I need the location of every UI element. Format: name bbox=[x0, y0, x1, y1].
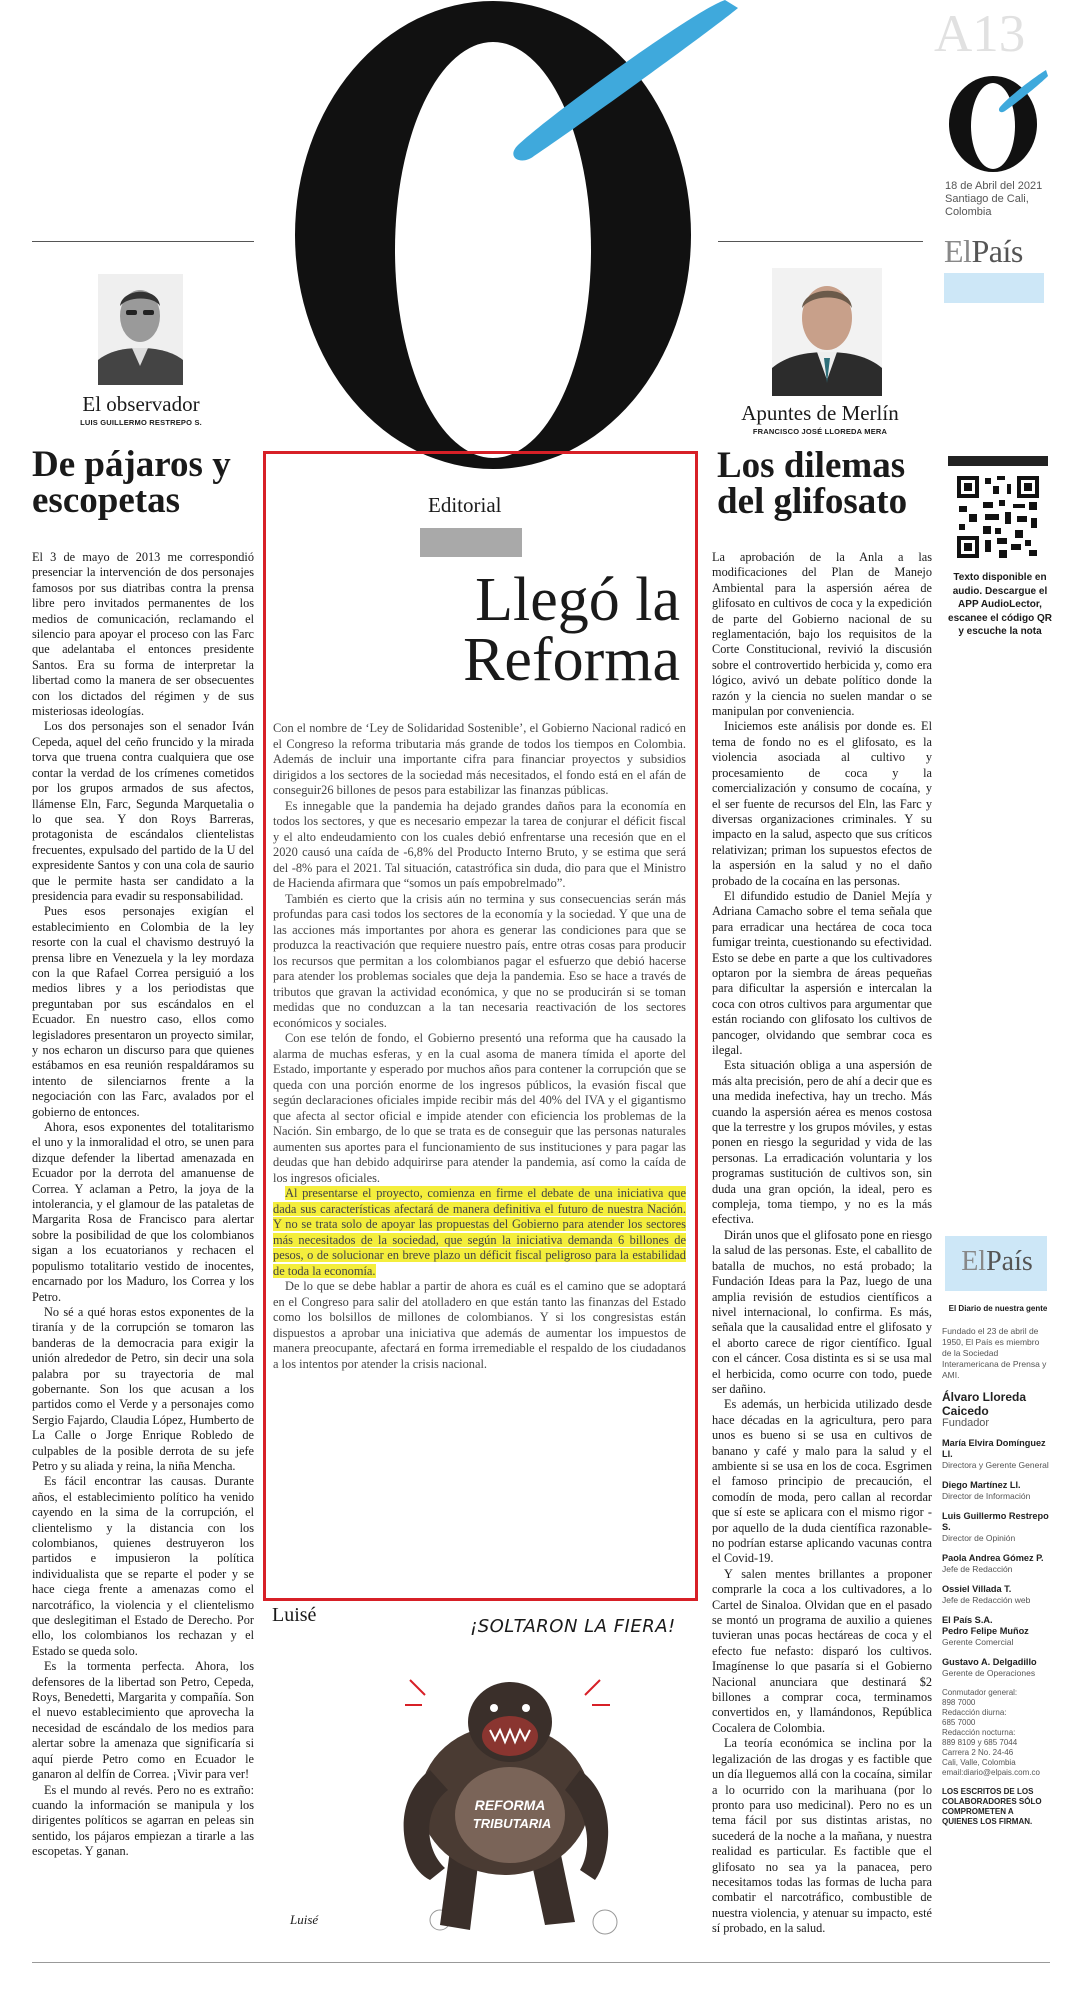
sidebar-brand-el: El bbox=[961, 1246, 987, 1277]
left-headline: De pájaros y escopetas bbox=[32, 444, 231, 521]
left-paragraph: Es la tormenta perfecta. Ahora, los defensores de la libertad son Petro, Cepeda, Roys, Benedetti, Margarita y compañía. Son el nuevo establecimiento que aprovecha la necesidad de escándalo de los medios para alertar sobre la amenaza que significaría si aquí pierde Petro como en Ecuador le ganaron al delfín de Correa. ¡Vivir para ver! bbox=[32, 1659, 254, 1782]
editorial-headline-line1: Llegó la bbox=[475, 566, 680, 634]
right-paragraph: El difundido estudio de Daniel Mejía y Adriana Camacho sobre el tema señala que para erradicar una hectárea de coca toca fumigar treinta, cuestionando su efectividad. Esto se debe en parte a que los cultivadores optaron por la siembra de áreas pequeñas para dificultar la aspersión e intercalan la coca con otros cultivos para argumentar que están rociando con glifosato los cultivos de pancoger, olvidando que sembrar coca es ilegal. bbox=[712, 888, 932, 1057]
masthead-staff bbox=[942, 1553, 1050, 1575]
editorial-paragraph: Con ese telón de fondo, el Gobierno presentó una reforma que ha causado la alarma de muchas esferas, y en la cual asoma de manera tímida el aporte del Estado, importante y esperado por muchos años para contener la corrupción que se queda con una porción enorme de los ingresos públicos, la evasión fiscal que según declaraciones oficiales impide recibir más del 40% del IVA y el gigantismo que afecta al sector oficial e impide atender con eficiencia los problemas de la Nación. Sin embargo, de lo que se trata es de conseguir que las personas naturales aumenten sus aportes para el funcionamiento de sus instituciones y para pagar las deudas que han debido adquirirse para atender la pandemia, así como la caída de los ingresos oficiales. bbox=[273, 1031, 686, 1185]
right-paragraph: La teoría económica se inclina por la legalización de las drogas y es factible que un día lleguemos allá con la cocaína, similar a lo ocurrido con la marihuana (por lo pronto para uso medicinal). Pero no es un tema fácil por sus distintas aristas, no sucederá de la noche a la mañana, y nuestra realidad es particular. Es factible que el glifosato no sea ya la panacea, pero necesitamos todas las formas de lucha para combatir el narcotráfico, combustible de nuestra violencia, y atenuar su impacto, esté sí probado, en la salud. bbox=[712, 1736, 932, 1936]
left-article-body bbox=[32, 550, 254, 1860]
staff-name: Luis Guillermo Restrepo S. bbox=[942, 1511, 1049, 1532]
editorial-paragraph: De lo que se debe hablar a partir de ahora es cuál es el camino que se adoptará en el Congreso para salir del atolladero en que están tanto las finanzas del Estado como los bolsillos de millones de colombianos. Y si los congresistas están dispuestos a aprobar una iniciativa que además de aumentar los impuestos de manera preocupante, afectará en forma irremediable el respaldo de los ciudadanos a los intentos por atender la crisis nacional. bbox=[273, 1279, 686, 1371]
editorial-headline-line2: Reforma bbox=[463, 626, 680, 694]
left-paragraph: Los dos personajes son el senador Iván Cepeda, aquel del ceño fruncido y la mirada torva que truena contra cualquiera que ose contar la verdad de los crímenes cometidos por los grupos armados de sus afectos, llámense Eln, Farc, Segunda Marquetalia o lo que sea. Y don Roys Barreras, protagonista de escándalos clientelistas frecuentes, expulsado del partido de la U del expresidente Santos y con una cola de saurio que le permite hasta ser candidato a la presidencia para evadir su responsabilidad. bbox=[32, 719, 254, 903]
editorial-paragraph: Con el nombre de ‘Ley de Solidaridad Sostenible’, el Gobierno Nacional radicó en el Congreso la reforma tributaria más grande de todos los tiempos en Colombia. Además de incluir una importante cifra para financiar proyectos y subsidios dirigidos a los sectores de la sociedad más necesitados, el fondo está en el afán de conseguir26 billones de pesos para estabilizar las finanzas públicas. bbox=[273, 721, 686, 797]
masthead-founder bbox=[942, 1390, 1050, 1429]
left-paragraph: El 3 de mayo de 2013 me correspondió presenciar la intervención de dos personajes famosos por sus diatribas contra la prensa libre pero invitados permanentes de los medios de comunicación, reclamando el silencio para apoyar el proceso con las Farc que adelantaba el entonces presidente Santos. Era su forma de interpretar la libertad como la manera de ser obsecuentes con los dictados del régimen y de sus misteriosas ideologías. bbox=[32, 550, 254, 719]
staff-title: Director de Opinión bbox=[942, 1533, 1016, 1543]
editorial-body bbox=[273, 721, 686, 1372]
contact-line: Redacción diurna: bbox=[942, 1708, 1007, 1717]
masthead-company bbox=[942, 1657, 1050, 1679]
author-photo bbox=[98, 274, 183, 385]
staff-title: Director de Información bbox=[942, 1491, 1031, 1501]
staff-title: Directora y Gerente General bbox=[942, 1460, 1049, 1470]
editorial-paragraph-highlighted bbox=[273, 1186, 686, 1279]
staff-title: Jefe de Redacción bbox=[942, 1564, 1013, 1574]
right-paragraph: Iniciemos este análisis por donde es. El tema de fondo no es el glifosato, es la violencia asociada al cultivo y procesamiento de coca y la comercialización y consumo de cocaína, y el ser fuente de recursos del Eln, las Farc y diversas organizaciones criminales. Y su impacto en la salud, aspecto que sus críticos relativizan; priman los supuestos efectos de la aspersión en la salud y no el daño probado de la cocaína en las personas. bbox=[712, 719, 932, 888]
company-staff-name: Gustavo A. Delgadillo bbox=[942, 1657, 1037, 1667]
masthead-company bbox=[942, 1615, 1050, 1648]
right-headline: Los dilemas del glifosato bbox=[717, 445, 908, 522]
left-author-byline: LUIS GUILLERMO RESTREPO S. bbox=[80, 418, 202, 427]
qr-code-icon[interactable] bbox=[955, 474, 1041, 560]
right-paragraph: Es además, un herbicida utilizado desde hace décadas en la agricultura, pero para unos es bueno si se usa en cultivos de banano y café y malo para la salud y el ambiente si se usa en los de coca. Esgrimen el famoso principio de precaución, el comodín de moda, pero callan al recordar que sí este se aplicara con el mismo rigor -por aquello de la duda científica razonable- no podrían estarse aplicando vacunas contra el Covid-19. bbox=[712, 1397, 932, 1566]
brand-color-bar bbox=[944, 273, 1044, 303]
staff-name: Paola Andrea Gómez P. bbox=[942, 1553, 1044, 1563]
masthead-contact bbox=[942, 1688, 1050, 1778]
left-paragraph: Es el mundo al revés. Pero no es extraño: cuando la información se manipula y los dirigentes políticos se agarran en peleas sin sentido, los pájaros empiezan a tirarle a las escopetas. Y ganan. bbox=[32, 1782, 254, 1859]
right-paragraph: Esta situación obliga a una aspersión de más alta precisión, pero de ahí a decir que es una medida inefectiva, hay un trecho. Más cuando la aspersión aérea es menos costosa que la terrestre y los grupos móviles, y estas ponen en riesgo la seguridad y vida de las personas. La erradicación voluntaria y los programas sustitución de cultivos son, sin duda una gran opción, la ideal, pero es compleja, toma tiempo, y no es la más efectiva. bbox=[712, 1058, 932, 1227]
company-name: El País S.A. bbox=[942, 1615, 993, 1625]
cartoon-caption: ¡SOLTARON LA FIERA! bbox=[470, 1616, 676, 1637]
sidebar-rule bbox=[948, 456, 1048, 466]
staff-name: Ossiel Villada T. bbox=[942, 1584, 1012, 1594]
right-author-byline: FRANCISCO JOSÉ LLOREDA MERA bbox=[752, 427, 888, 436]
brand-el: El bbox=[944, 233, 972, 269]
accent-mark-icon bbox=[490, 0, 740, 165]
left-paragraph: Es fácil encontrar las causas. Durante años, el establecimiento político ha venido cayendo en la sima de la corrupción, el clientelismo y la distancia con los colombianos, quienes destruyeron los partidos e impusieron la política individualista que se reparte el poder y se hace ciega frente a amenazas como el narcotráfico, la violencia y el clientelismo que deslegitiman el Estado de Derecho. Por ello, los colombianos los rechazan y el Estado se queda solo. bbox=[32, 1474, 254, 1658]
brand-logo bbox=[944, 234, 1023, 268]
company-staff-name: Pedro Felipe Muñoz bbox=[942, 1626, 1029, 1636]
editorial-paragraph: También es cierto que la crisis aún no termina y sus consecuencias serán más profundas para casi todos los sectores de la economía y la sociedad. Y que una de las acciones más importantes por ahora es generar las condiciones para que se produzca la reactivación que requiere nuestro país, entre otras cosas para producir los recursos que permitan a los colombianos pagar el esfuerzo que debió hacerse para atender los problemas sociales que deja la pandemia. Eso se hace a través de tributos que gravan la actividad económica, y que no se producirán si se toman medidas que no conduzcan a la tan necesaria reactivación de los sectores económicos y sociales. bbox=[273, 891, 686, 1030]
sidebar-brand-pais: País bbox=[986, 1246, 1033, 1277]
right-article-body bbox=[712, 550, 932, 1937]
founder-name: Álvaro Lloreda Caicedo bbox=[942, 1390, 1027, 1418]
contact-line: Conmutador general: bbox=[942, 1688, 1018, 1697]
contact-line: 889 8109 y 685 7044 bbox=[942, 1738, 1018, 1747]
top-rule-left bbox=[32, 241, 254, 242]
masthead-founded: Fundado el 23 de abril de 1950, El País es miembro de la Sociedad Interamericana de Prensa y AMI. bbox=[942, 1326, 1047, 1380]
audio-instructions: Texto disponible en audio. Descargue el APP AudioLector, escanee el código QR y escuche la nota bbox=[948, 572, 1052, 637]
page-number: A13 bbox=[934, 5, 1026, 63]
editorial-label: Editorial bbox=[428, 493, 502, 517]
masthead-staff bbox=[942, 1511, 1050, 1544]
left-paragraph: Ahora, esos exponentes del totalitarismo el uno y la inmoralidad el otro, se unen para dizque defender la libertad amenazada en Ecuador por la derrota del amanuense de Correa. Y aclaman a Petro, la joya de la intolerancia, y el glamour de las pataletas de Margarita Rosa de Francisco para alertar sobre la posibilidad de que los colombianos sigan a los ecuatorianos y rechacen el populismo totalitario vestido de inocentes, encarnado por los Maduro, los Correa y los Petro. bbox=[32, 1120, 254, 1304]
cartoon-label-line2: TRIBUTARIA bbox=[472, 1816, 552, 1831]
contact-line: 898 7000 bbox=[942, 1698, 976, 1707]
right-paragraph: La aprobación de la Anla a las modificaciones del Plan de Manejo Ambiental para la aspersión aérea de glifosato en cultivos de coca y la expedición de parte del Gobierno nacional de su reglamentación, bajo los requisitos de la Corte Constitucional, revivió la discusión sobre el controvertido herbicida y, como era lógico, avivó un debate político donde la razón y la ciencia no suelen mandar o se manipulan por conveniencia. bbox=[712, 550, 932, 719]
bottom-rule bbox=[32, 1962, 1050, 1963]
contact-line: Redacción nocturna: bbox=[942, 1728, 1016, 1737]
masthead bbox=[942, 1326, 1050, 1836]
cartoon-signature: Luisé bbox=[290, 1912, 319, 1927]
company-staff-title: Gerente de Operaciones bbox=[942, 1668, 1036, 1678]
contact-email[interactable]: email:diario@elpais.com.co bbox=[942, 1768, 1040, 1777]
founder-title: Fundador bbox=[942, 1417, 990, 1429]
date-line: 18 de Abril del 2021 Santiago de Cali, Colombia bbox=[945, 180, 1043, 218]
masthead-staff bbox=[942, 1584, 1050, 1606]
contact-line: Carrera 2 No. 24-46 bbox=[942, 1748, 1014, 1757]
staff-name: Diego Martínez Ll. bbox=[942, 1480, 1021, 1490]
author-photo bbox=[772, 268, 882, 396]
sidebar-logo bbox=[948, 1246, 1046, 1278]
staff-title: Jefe de Redacción web bbox=[942, 1595, 1031, 1605]
editorial-headline bbox=[410, 566, 680, 694]
editorial-grey-bar bbox=[420, 528, 522, 557]
editorial-paragraph: Es innegable que la pandemia ha dejado grandes daños para la economía en todos los sectores, y que es necesario empezar la tarea de conjurar el déficit fiscal y el alto endeudamiento con los cuales debió enfrentarse una recesión que en el 2020 causó una caída de -6,8% del Producto Interno Bruto, y se estima que será del -8% para el 2021. Tal situación, catastrófica sin duda, dio para que el Ministro de Hacienda afirmara que “somos un país empobrelmado”. bbox=[273, 798, 686, 890]
right-paragraph: Y salen mentes brillantes a proponer comprarle la coca a los cultivadores, a lo Cartel de Sinaloa. Olvidan que en el pasado se montó un programa de auxilio a quienes tuvieran unas pocas hectáreas de coca y el efecto fue nefasto: disparó los cultivos. Imagínense lo que pasaría si el Gobierno Nacional anunciara que destinará $2 billones a comprar coca, terminamos convertidos en, y llamándonos, República Cocalera de Colombia. bbox=[712, 1566, 932, 1735]
right-section-title: Apuntes de Merlín bbox=[741, 401, 899, 425]
staff-name: María Elvira Domínguez Ll. bbox=[942, 1438, 1046, 1459]
brand-pais: País bbox=[971, 233, 1023, 269]
left-paragraph: No sé a qué horas estos exponentes de la tiranía y de la corrupción se tomaron las banderas de la democracia para exigir la unión alrededor de Petro, sin decir una sola palabra por su trayectoria de mal gobernante. Son los que acusan a los partidos como el Verde y a personajes como Sergio Fajardo, Claudia López, Humberto de La Calle o Jorge Enrique Robledo de culpables de la posible derrota de su jefe Petro y su aliada y reina, la niña Mencha. bbox=[32, 1304, 254, 1473]
section-small-o bbox=[948, 62, 1048, 174]
right-paragraph: Dirán unos que el glifosato pone en riesgo la salud de las personas. Este, el caballito de batalla de muchos, no está probado; la Fundación Ideas para la Paz, luego de una amplia revisión de estudios científicos a nivel internacional, lo confirma. Es más, señala que la causalidad entre el glifosato y el aborto carece de rigor científico. Igual con el cáncer. Cosa distinta es si se usa mal el herbicida, como ocurre con todo, puede ser dañino. bbox=[712, 1227, 932, 1396]
top-rule-right bbox=[718, 241, 923, 242]
sidebar-motto: El Diario de nuestra gente bbox=[948, 1304, 1048, 1313]
company-staff-title: Gerente Comercial bbox=[942, 1637, 1014, 1647]
left-paragraph: Pues esos personajes exigían el establecimiento en Colombia de la ley resorte con la cual el chavismo destruyó la prensa libre en Venezuela y la ley mordaza con la que Rafael Correa persiguió a los medios libres y a los periodistas que preguntaban por sus escándalos en el Ecuador. En nuestro caso, ellos como legisladores presentaron un proyecto similar, y nos echaron un discurso para que quienes estábamos en esa reunión respaldáramos su intento de silenciarnos frente a la negociación con las Farc, avalados por el gobierno de entonces. bbox=[32, 904, 254, 1119]
highlighted-text: Al presentarse el proyecto, comienza en firme el debate de una iniciativa que dada sus características afectará de manera definitiva el futuro de nuestra Nación. Y no se trata solo de apoyar las propuestas del Gobierno para atender los sectores más necesitados de la sociedad, que según la iniciativa demanda 6 billones de pesos, o de solucionar en breve plazo un déficit fiscal peligroso para la estabilidad de toda la economía. bbox=[273, 1186, 686, 1278]
contact-line: Cali, Valle, Colombia bbox=[942, 1758, 1016, 1767]
cartoon-drawing bbox=[370, 1650, 660, 1950]
masthead-staff bbox=[942, 1438, 1050, 1471]
contact-line: 685 7000 bbox=[942, 1718, 976, 1727]
masthead-disclaimer: LOS ESCRITOS DE LOS COLABORADORES SÓLO COMPROMETEN A QUIENES LOS FIRMAN. bbox=[942, 1787, 1042, 1826]
cartoon-artist: Luisé bbox=[272, 1604, 317, 1626]
left-section-title: El observador bbox=[82, 392, 200, 416]
cartoon-label-line1: REFORMA bbox=[474, 1797, 546, 1813]
masthead-staff bbox=[942, 1480, 1050, 1502]
